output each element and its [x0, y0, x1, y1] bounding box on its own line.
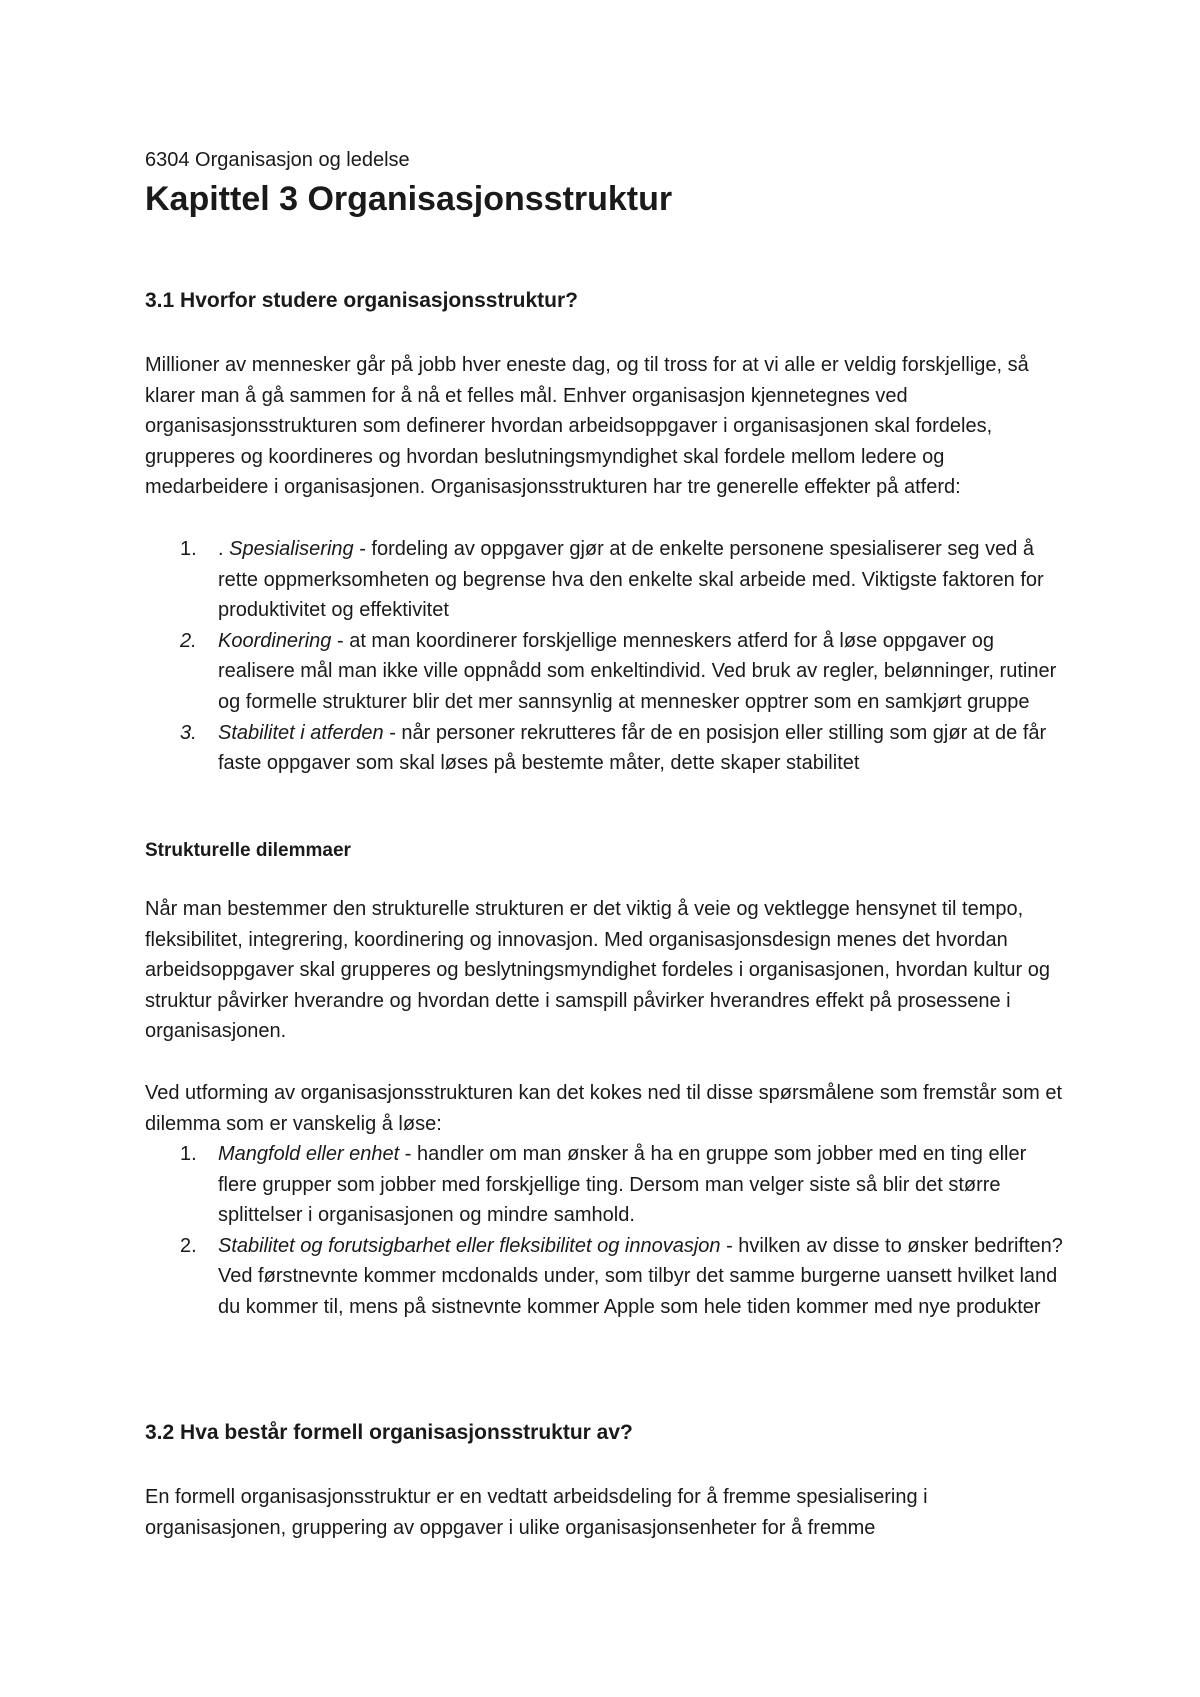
section-3-1-intro: Millioner av mennesker går på jobb hver eneste dag, og til tross for at vi alle er veldig forskjellige, så klarer man å gå sammen for å nå et felles mål. Enhver organisasjon kjennetegnes ved organisasjonsstrukturen som definerer hvordan arbeidsoppgaver i organisasjonen skal fordeles, grupperes og koordineres og hvordan beslutningsmyndighet skal fordele mellom ledere og medarbeidere i organisasjonen. Organisasjonsstrukturen har tre generelle effekter på atferd: — [145, 354, 1029, 499]
section-3-1-heading: 3.1 Hvorfor studere organisasjonsstruktur? — [145, 289, 578, 312]
list-item — [145, 1139, 1065, 1231]
list-item — [145, 1231, 1065, 1323]
term-stability: Stabilitet i atferden — [218, 721, 384, 744]
list-prefix: . — [218, 538, 230, 560]
dilemmas-paragraph-2: Ved utforming av organisasjonsstrukturen kan det kokes ned til disse spørsmålene som fremstår som et dilemma som er vanskelig å løse: — [145, 1082, 1063, 1135]
dilemmas-list — [145, 1139, 1065, 1323]
dilemmas-heading: Strukturelle dilemmaer — [145, 840, 351, 861]
list-text: - hvilken av disse to ønsker bedriften? Ved førstnevnte kommer mcdonalds under, som tilbyr det samme burgerne uansett hvilket land du kommer til, mens på sistnevnte kommer Apple som hele tiden kommer med nye produkter — [218, 1234, 1063, 1318]
list-number: 2. — [180, 1234, 197, 1257]
term-specialization: Spesialisering — [229, 538, 354, 560]
term-diversity-unity: Mangfold eller enhet — [218, 1143, 400, 1165]
dilemmas-paragraph-1: Når man bestemmer den strukturelle strukturen er det viktig å veie og vektlegge hensynet til tempo, fleksibilitet, integrering, koordinering og innovasjon. Med organisasjonsdesign menes det hvordan arbeidsoppgaver skal grupperes og beslytningsmyndighet fordeles i organisasjonen, hvordan kultur og struktur påvirker hverandre og hvordan dette i samspill påvirker hverandres effekt på prosessene i organisasjonen. — [145, 898, 1050, 1043]
list-text: - når personer rekrutteres får de en posisjon eller stilling som gjør at de får faste oppgaver som skal løses på bestemte måter, dette skaper stabilitet — [218, 721, 1047, 775]
list-text: - handler om man ønsker å ha en gruppe som jobber med en ting eller flere grupper som jobber med forskjellige ting. Dersom man velger siste så blir det større splittelser i organisasjonen og mindre samhold. — [218, 1143, 1027, 1227]
term-coordination: Koordinering — [218, 629, 332, 652]
list-item — [145, 626, 1065, 718]
list-text: - fordeling av oppgaver gjør at de enkelte personene spesialiserer seg ved å rette oppmerksomheten og begrense hva den enkelte skal arbeide med. Viktigste faktoren for produktivitet og effektivitet — [218, 538, 1044, 622]
list-number: 1. — [180, 538, 197, 560]
list-item — [145, 534, 1065, 626]
chapter-title: Kapittel 3 Organisasjonsstruktur — [145, 180, 673, 218]
list-number: 2. — [180, 629, 197, 652]
effects-list — [145, 534, 1065, 779]
term-stability-flexibility: Stabilitet og forutsigbarhet eller fleksibilitet og innovasjon — [218, 1234, 721, 1257]
list-number: 1. — [180, 1143, 197, 1165]
list-number: 3. — [180, 721, 197, 744]
list-item — [145, 718, 1065, 779]
section-3-2-heading: 3.2 Hva består formell organisasjonsstruktur av? — [145, 1421, 633, 1444]
section-3-2-intro: En formell organisasjonsstruktur er en vedtatt arbeidsdeling for å fremme spesialisering i organisasjonen, gruppering av oppgaver i ulike organisasjonsenheter for å fremme — [145, 1486, 928, 1539]
course-name: 6304 Organisasjon og ledelse — [145, 149, 410, 171]
list-text: - at man koordinerer forskjellige menneskers atferd for å løse oppgaver og realisere mål man ikke ville oppnådd som enkeltindivid. Ved bruk av regler, belønninger, rutiner og formelle strukturer blir det mer sannsynlig at mennesker opptrer som en samkjørt gruppe — [218, 629, 1057, 713]
